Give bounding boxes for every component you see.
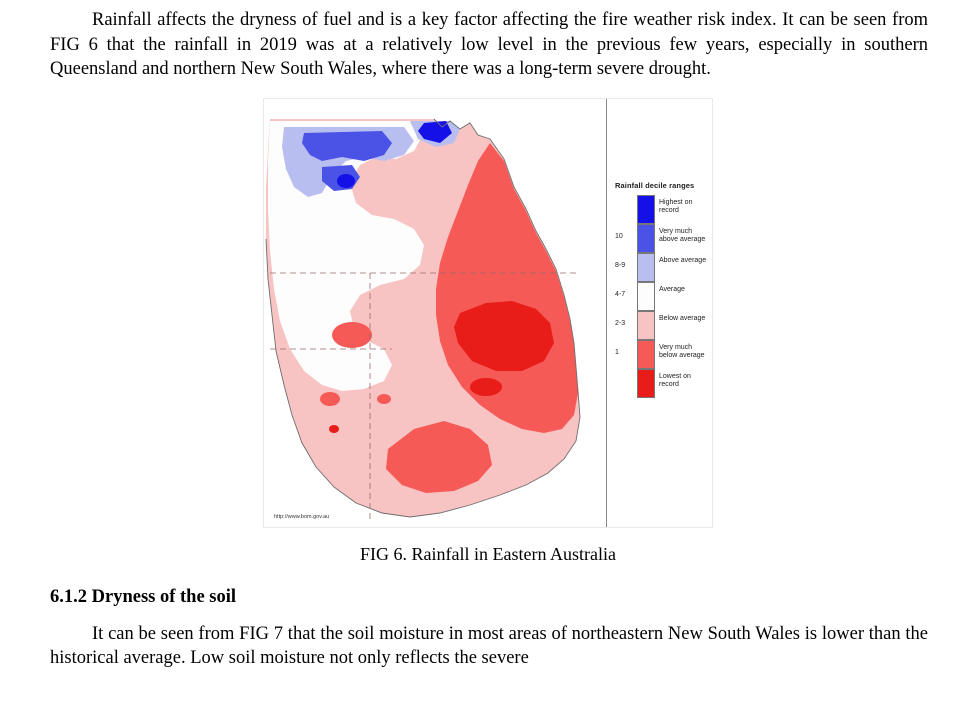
legend-label: Very much below average	[659, 343, 705, 360]
region-very-much-below-average-patch-3	[377, 394, 391, 404]
legend-row	[607, 224, 713, 253]
figure-caption: FIG 6. Rainfall in Eastern Australia	[360, 543, 616, 564]
paragraph-soil-text: It can be seen from FIG 7 that the soil moisture in most areas of northeastern New South Wales is lower than the historical average. Low soil moisture not only reflects the severe	[50, 623, 928, 668]
region-lowest-on-record-patch-3	[329, 425, 339, 433]
legend-row	[607, 369, 713, 398]
legend-row	[607, 340, 713, 369]
paragraph-rainfall	[40, 0, 936, 82]
legend-title: Rainfall decile ranges	[615, 180, 695, 190]
legend-label: Below average	[659, 314, 706, 322]
legend-label: Highest on record	[659, 198, 693, 215]
legend-swatch-very-much-below-average	[637, 340, 655, 369]
map-image	[264, 99, 606, 527]
region-highest-on-record-1	[337, 174, 355, 188]
legend-decile: 8-9	[615, 261, 626, 269]
eastern-australia-map-svg	[264, 99, 606, 527]
region-very-much-below-average-patch-2	[320, 392, 340, 406]
legend-row	[607, 195, 713, 224]
legend-label: Average	[659, 285, 685, 293]
section-heading: 6.1.2 Dryness of the soil	[50, 586, 237, 607]
legend-decile: 1	[615, 348, 619, 356]
map-source-url: http://www.bom.gov.au	[274, 513, 330, 520]
map-legend	[606, 99, 712, 527]
legend-label: Lowest on record	[659, 372, 691, 389]
legend-decile: 10	[615, 232, 623, 240]
legend-label: Above average	[659, 256, 707, 264]
legend-label: Very much above average	[659, 227, 706, 244]
legend-swatch-highest-on-record	[637, 195, 655, 224]
legend-decile: 2-3	[615, 319, 626, 327]
legend-swatch-lowest-on-record	[637, 369, 655, 398]
legend-swatch-above-average	[637, 253, 655, 282]
legend-swatch-very-much-above-average	[637, 224, 655, 253]
region-lowest-on-record-patch-2	[470, 378, 502, 396]
legend-row	[607, 311, 713, 340]
region-very-much-above-average	[302, 131, 392, 161]
legend-decile: 4-7	[615, 290, 626, 298]
region-very-much-below-average-patch-1	[332, 322, 372, 348]
figure-rainfall-map	[263, 98, 713, 528]
paragraph-soil	[40, 622, 936, 671]
figure-container	[40, 98, 936, 528]
legend-swatch-average	[637, 282, 655, 311]
legend-swatch-below-average	[637, 311, 655, 340]
legend-row	[607, 282, 713, 311]
paragraph-rainfall-text: Rainfall affects the dryness of fuel and is a key factor affecting the fire weather risk index. It can be seen from FIG 6 that the rainfall in 2019 was at a relatively low level in the previous few years, especially in southern Queensland and northern New South Wales, where there was a long-term severe drought.	[50, 10, 928, 79]
legend-rows	[607, 195, 713, 398]
legend-row	[607, 253, 713, 282]
